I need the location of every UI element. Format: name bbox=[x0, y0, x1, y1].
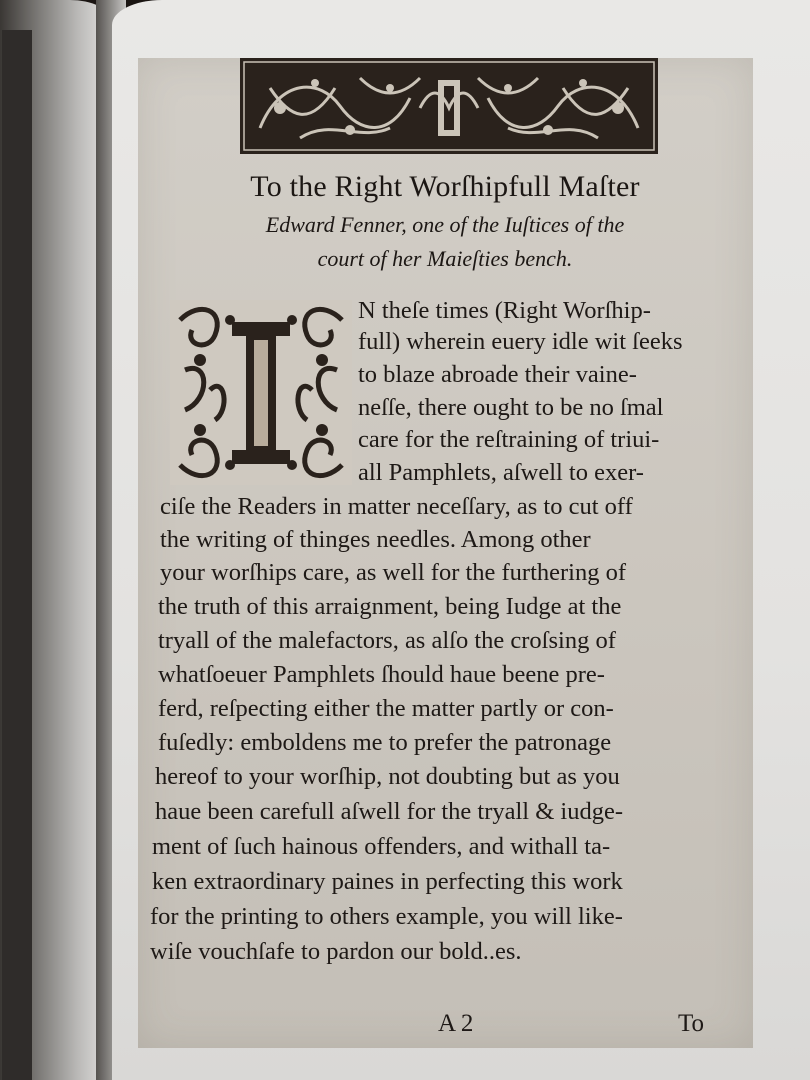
body-line-16: haue been carefull aſwell for the tryall & iudge- bbox=[155, 798, 624, 825]
dedication-heading: To the Right Worſhipfull Maſter bbox=[250, 170, 640, 203]
catchword: To bbox=[678, 1010, 705, 1037]
body-line-5: care for the reſtraining of triui- bbox=[358, 426, 660, 453]
decorated-initial-I bbox=[170, 300, 352, 485]
body-line-12: whatſoeuer Pamphlets ſhould haue beene pre- bbox=[158, 661, 605, 688]
body-line-19: for the printing to others example, you will like- bbox=[150, 903, 623, 930]
body-line-2: full) wherein euery idle wit ſeeks bbox=[358, 328, 683, 355]
body-line-6: all Pamphlets, aſwell to exer- bbox=[358, 459, 644, 486]
floral-headpiece-ornament bbox=[240, 58, 658, 154]
body-line-14: fuſedly: emboldens me to prefer the patronage bbox=[158, 729, 612, 756]
body-line-18: ken extraordinary paines in perfecting this work bbox=[152, 868, 623, 895]
body-line-13: ferd, reſpecting either the matter partly or con- bbox=[158, 695, 614, 722]
dedication-subheading-line2: court of her Maieſties bench. bbox=[317, 246, 573, 271]
dedication-subheading-line1: Edward Fenner, one of the Iuſtices of the bbox=[265, 212, 625, 237]
body-line-9: your worſhips care, as well for the furthering of bbox=[160, 559, 627, 586]
body-line-1: N theſe times (Right Worſhip- bbox=[358, 297, 651, 324]
body-line-10: the truth of this arraignment, being Iudge at the bbox=[158, 593, 622, 620]
body-line-17: ment of ſuch hainous offenders, and withall ta- bbox=[152, 833, 611, 860]
body-line-7: ciſe the Readers in matter neceſſary, as to cut off bbox=[160, 493, 633, 520]
body-line-20: wiſe vouchſafe to pardon our bold..es. bbox=[150, 938, 522, 965]
left-page-shadow bbox=[2, 30, 32, 1080]
body-line-3: to blaze abroade their vaine- bbox=[358, 361, 637, 388]
body-line-4: neſſe, there ought to be no ſmal bbox=[358, 394, 664, 421]
left-page-edge bbox=[0, 0, 110, 1080]
signature-mark: A 2 bbox=[438, 1010, 474, 1037]
body-line-8: the writing of thinges needles. Among other bbox=[160, 526, 591, 553]
body-line-15: hereof to your worſhip, not doubting but as you bbox=[155, 763, 620, 790]
body-line-11: tryall of the malefactors, as alſo the croſsing of bbox=[158, 627, 616, 654]
